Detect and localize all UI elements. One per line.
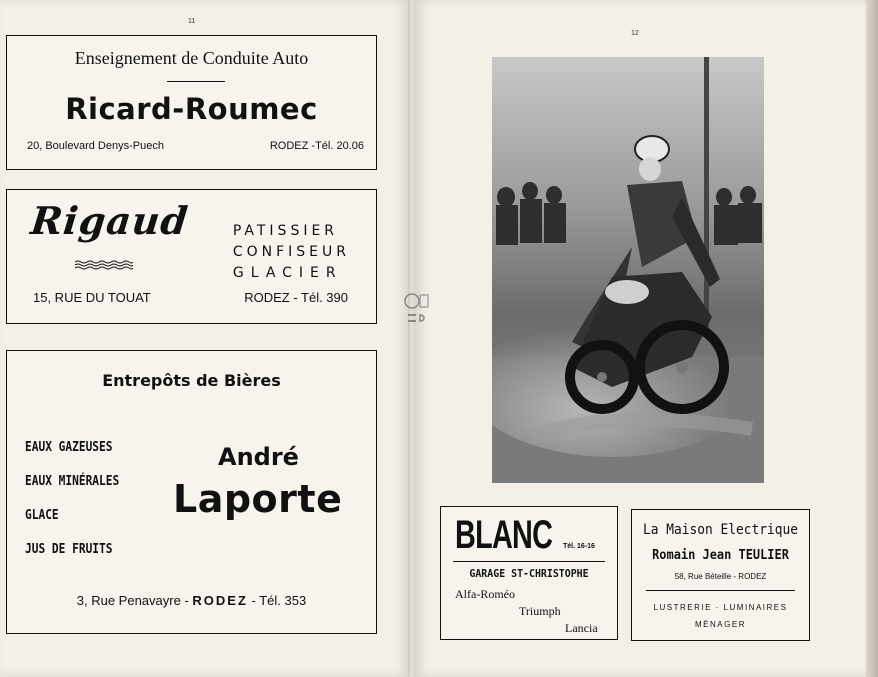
laporte-address (7, 593, 376, 608)
brand-item: Alfa-Roméo (455, 587, 515, 601)
electrique-owner: Romain Jean TEULIER (652, 548, 789, 563)
laporte-heading: Entrepôts de Bières (102, 371, 281, 390)
divider (646, 590, 795, 591)
page-edge (866, 0, 878, 677)
trade-item: PATISSIER (232, 223, 339, 239)
brand-item: Triumph (519, 604, 561, 618)
trade-item: CONFISEUR (232, 244, 350, 260)
driving-school-address: 20, Boulevard Denys-Puech (27, 140, 164, 152)
product-item: EAUX MINÉRALES (25, 474, 120, 489)
laporte-last-name: Laporte (173, 477, 343, 521)
driving-school-heading: Enseignement de Conduite Auto (74, 48, 309, 68)
divider (167, 81, 225, 82)
laporte-city: RODEZ (192, 593, 248, 608)
blanc-name: BLANC (455, 513, 553, 557)
motorcycle-rider-photo (492, 57, 764, 483)
page-number-left: 11 (188, 18, 196, 25)
product-item: GLACE (25, 508, 59, 523)
rigaud-address: 15, RUE DU TOUAT (33, 290, 151, 305)
page-number-right: 12 (631, 30, 639, 37)
ad-rigaud (6, 189, 377, 324)
wave-ornament-icon (75, 260, 133, 270)
rigaud-name: Rigaud (28, 198, 191, 243)
blanc-telephone: Tél. 16-16 (563, 543, 595, 550)
electrique-services-2: MÉNAGER (695, 620, 746, 629)
brand-item: Lancia (565, 621, 598, 635)
electrique-address: 58, Rue Béteille - RODEZ (674, 572, 767, 581)
product-item: EAUX GAZEUSES (25, 440, 113, 455)
product-item: JUS DE FRUITS (25, 542, 113, 557)
ad-blanc-garage (440, 506, 618, 640)
left-page (0, 0, 410, 677)
trade-item: GLACIER (232, 265, 343, 281)
laporte-products (25, 431, 119, 567)
electrique-heading: La Maison Electrique (642, 522, 799, 538)
rigaud-telephone: RODEZ - Tél. 390 (244, 290, 348, 305)
electrique-services: LUSTRERIE · LUMINAIRES (653, 603, 788, 612)
laporte-first-name: André (218, 443, 299, 471)
laporte-street: 3, Rue Penavayre - (76, 593, 189, 608)
driving-school-name: Ricard-Roumec (65, 92, 318, 126)
divider (453, 561, 605, 562)
ad-laporte (6, 350, 377, 634)
ad-driving-school (6, 35, 377, 170)
driving-school-telephone: RODEZ -Tél. 20.06 (269, 140, 364, 152)
library-stamp-icon (398, 287, 438, 327)
rigaud-trades (233, 221, 350, 284)
blanc-garage-name: GARAGE ST-CHRISTOPHE (469, 567, 589, 580)
ad-maison-electrique (631, 509, 810, 641)
laporte-telephone: - Tél. 353 (251, 593, 307, 608)
